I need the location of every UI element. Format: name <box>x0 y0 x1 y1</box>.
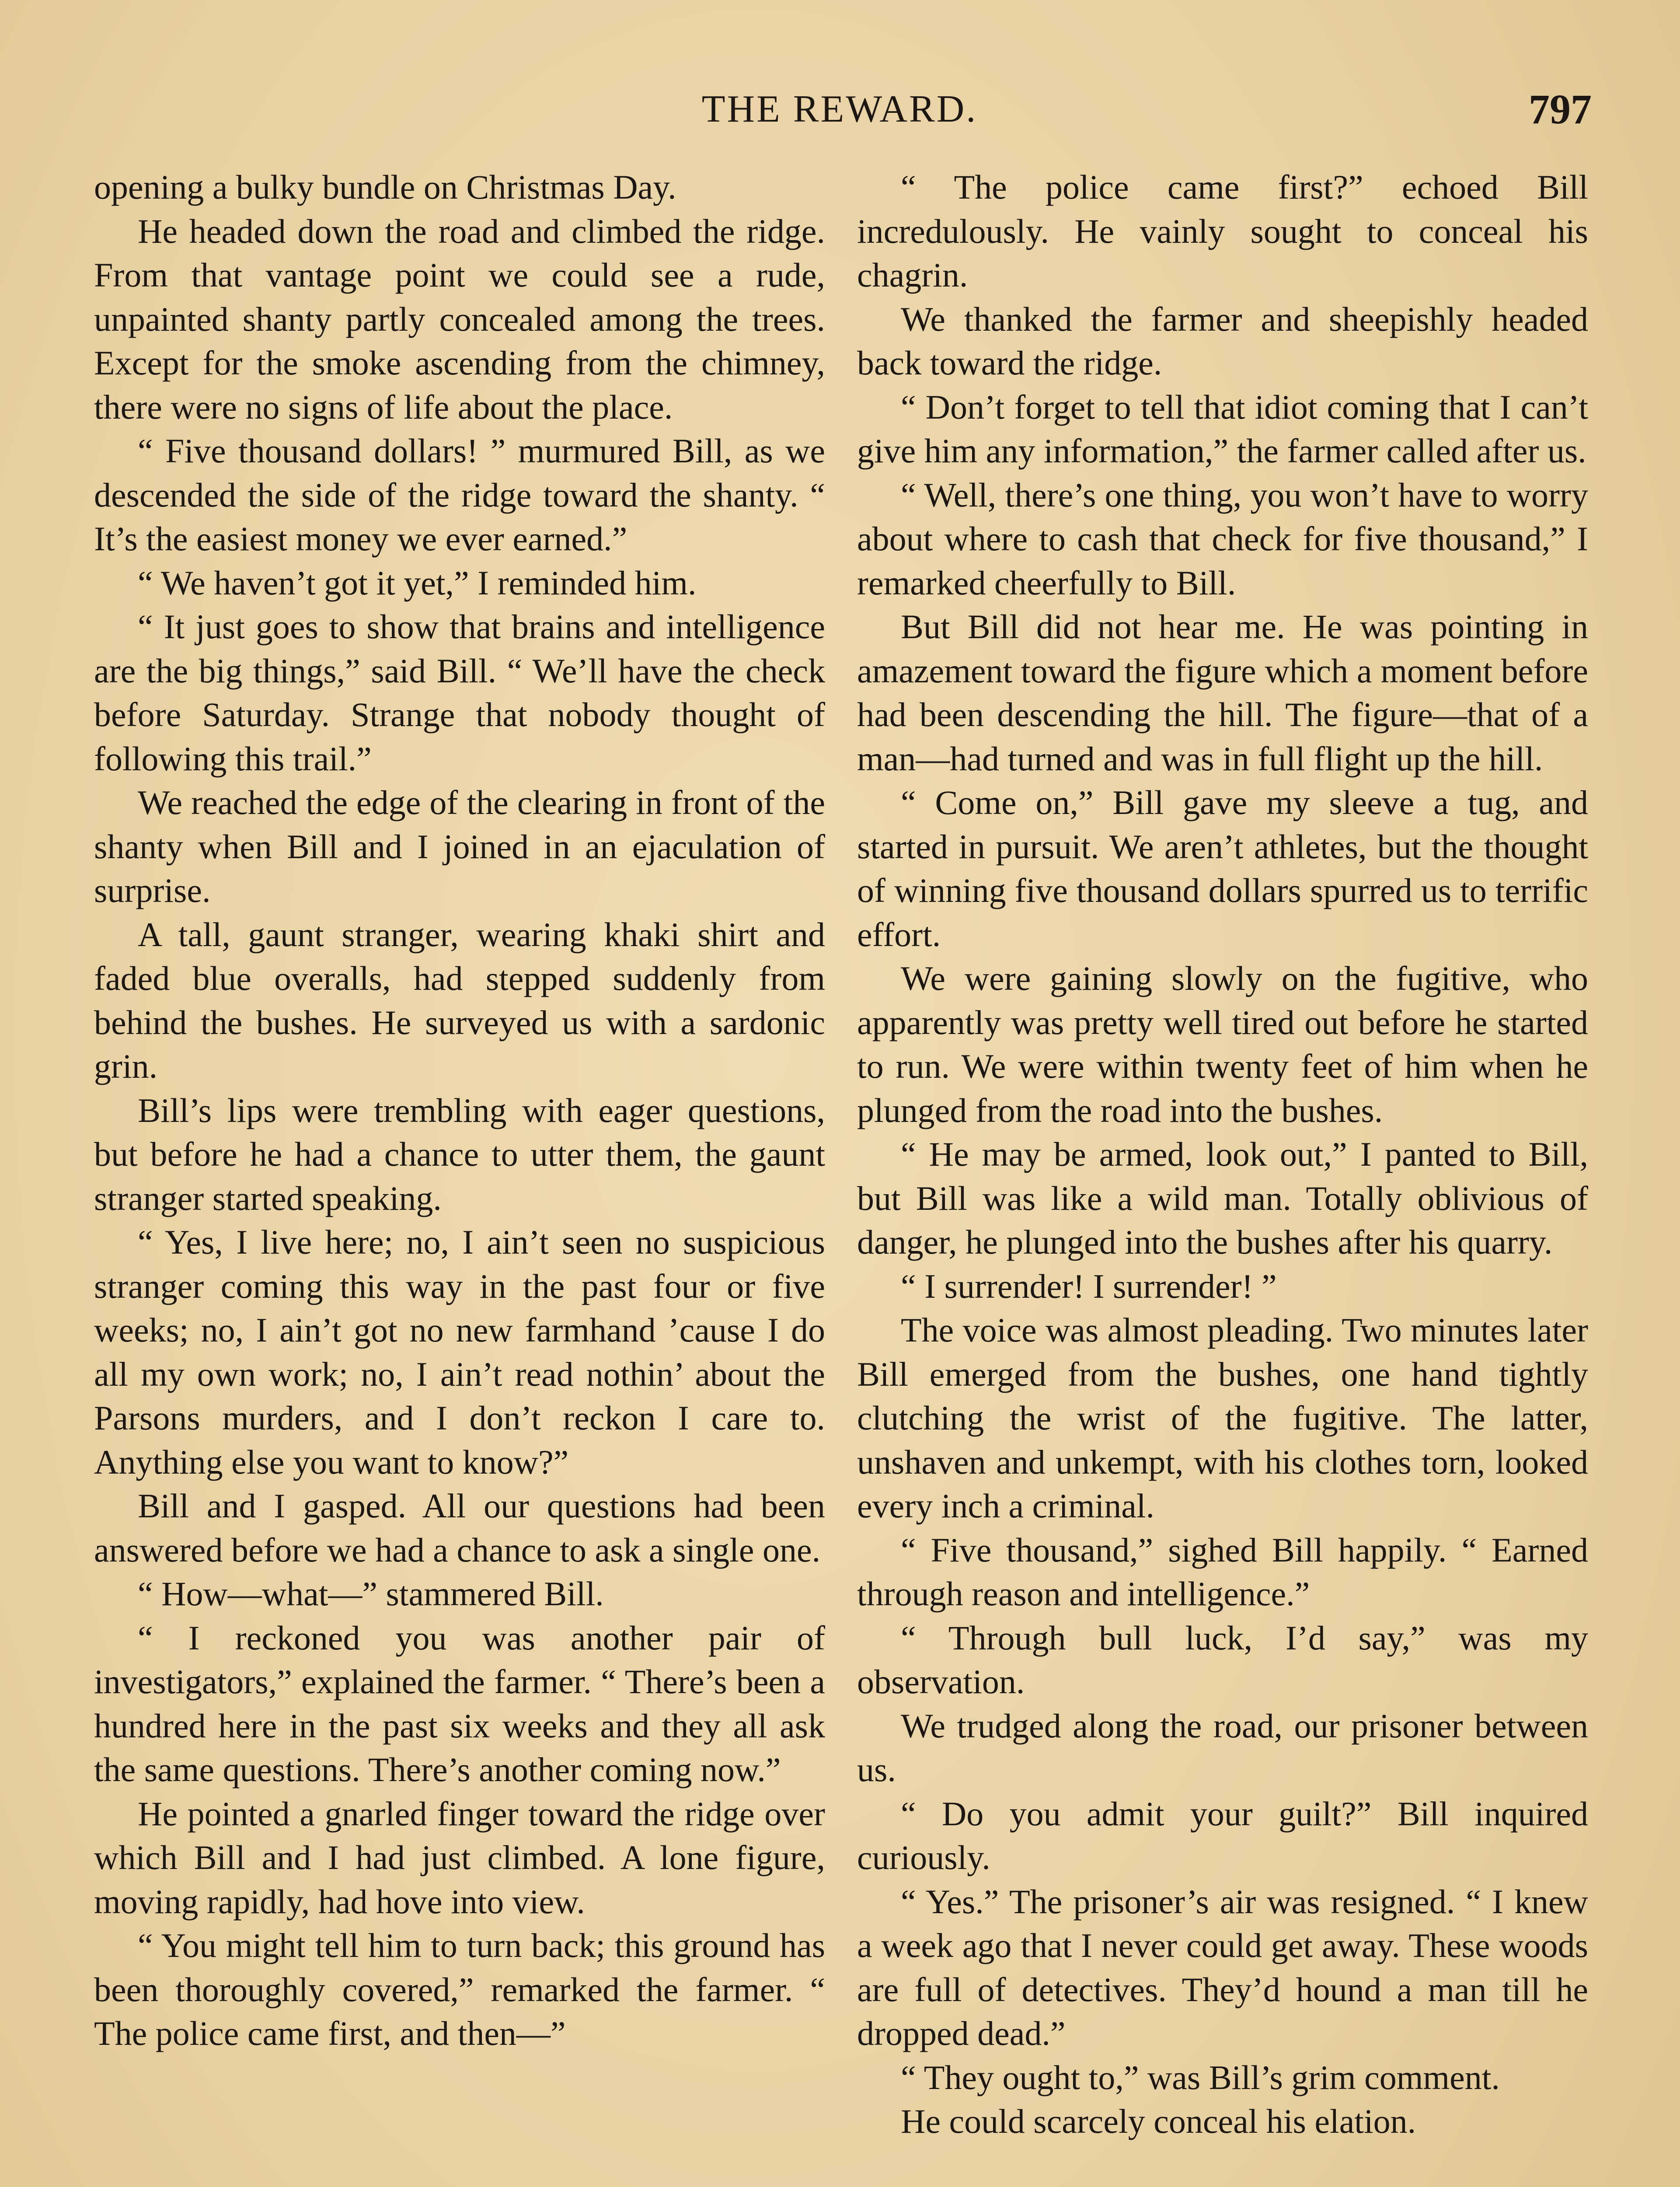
left-column <box>94 165 825 2187</box>
paragraph: “ I surrender! I surrender! ” <box>901 1267 1277 1305</box>
paragraph: We thanked the farmer and sheepishly headed back toward the ridge. <box>857 300 1588 382</box>
running-title: THE REWARD. <box>701 88 978 130</box>
paragraph: “ Through bull luck, I’d say,” was my observation. <box>857 1618 1588 1701</box>
paragraph: The voice was almost pleading. Two minutes later Bill emerged from the bushes, one hand tightly clutching the wrist of the fugitive. The latter, unshaven and unkempt, with his clothes torn, looked every inch a criminal. <box>857 1311 1588 1525</box>
paragraph: He could scarcely conceal his elation. <box>901 2102 1416 2140</box>
paragraph: A tall, gaunt stranger, wearing khaki shirt and faded blue overalls, had stepped suddenly from behind the bushes. He surveyed us with a sardonic grin. <box>94 915 825 1085</box>
paragraph: He headed down the road and climbed the ridge. From that vantage point we could see a rude, unpainted shanty partly concealed among the trees. Except for the smoke ascending from the chimney, there were no signs of life about the place. <box>94 212 825 426</box>
paragraph: “ Do you admit your guilt?” Bill inquired curiously. <box>857 1794 1588 1876</box>
paragraph: We reached the edge of the clearing in front of the shanty when Bill and I joined in an ejaculation of surprise. <box>94 783 825 909</box>
running-head <box>87 83 1592 136</box>
paragraph: “ Five thousand,” sighed Bill happily. “ Earned through reason and intelligence.” <box>857 1530 1588 1613</box>
page-number: 797 <box>1529 86 1592 133</box>
paragraph: “ Yes.” The prisoner’s air was resigned. “ I knew a week ago that I never could get away. These woods are full of detectives. They’d hound a man till he dropped dead.” <box>857 1882 1588 2052</box>
paragraph: “ They ought to,” was Bill’s grim comment. <box>901 2058 1500 2096</box>
paragraph: “ How—what—” stammered Bill. <box>138 1575 604 1613</box>
paragraph: “ It just goes to show that brains and intelligence are the big things,” said Bill. “ We’ll have the check before Saturday. Strange that nobody thought of following this trail.” <box>94 608 825 778</box>
paragraph: opening a bulky bundle on Christmas Day. <box>94 168 676 206</box>
paragraph: Bill and I gasped. All our questions had been answered before we had a chance to ask a single one. <box>94 1487 825 1569</box>
paragraph: He pointed a gnarled finger toward the ridge over which Bill and I had just climbed. A lone figure, moving rapidly, had hove into view. <box>94 1794 825 1921</box>
paragraph: “ Don’t forget to tell that idiot coming that I can’t give him any information,” the farmer called after us. <box>857 388 1588 470</box>
paragraph: “ You might tell him to turn back; this ground has been thoroughly covered,” remarked the farmer. “ The police came first, and then—” <box>94 1926 825 2052</box>
paragraph: We were gaining slowly on the fugitive, who apparently was pretty well tired out before he started to run. We were within twenty feet of him when he plunged from the road into the bushes. <box>857 959 1588 1129</box>
paragraph: But Bill did not hear me. He was pointing in amazement toward the figure which a moment before had been descending the hill. The figure—that of a man—had turned and was in full flight up the hill. <box>857 608 1588 778</box>
paragraph: “ Five thousand dollars! ” murmured Bill, as we descended the side of the ridge toward the shanty. “ It’s the easiest money we ever earned.” <box>94 432 825 558</box>
paragraph: “ The police came first?” echoed Bill incredulously. He vainly sought to conceal his chagrin. <box>857 168 1588 294</box>
paragraph: We trudged along the road, our prisoner between us. <box>857 1706 1588 1789</box>
paragraph: “ We haven’t got it yet,” I reminded him. <box>138 563 697 602</box>
paragraph: Bill’s lips were trembling with eager questions, but before he had a chance to utter them, the gaunt stranger started speaking. <box>94 1091 825 1217</box>
paragraph: “ I reckoned you was another pair of investigators,” explained the farmer. “ There’s been a hundred here in the past six weeks and they all ask the same questions. There’s another coming now.” <box>94 1618 825 1789</box>
right-column <box>857 165 1588 2187</box>
paragraph: “ Come on,” Bill gave my sleeve a tug, and started in pursuit. We aren’t athletes, but the thought of winning five thousand dollars spurred us to terrific effort. <box>857 783 1588 954</box>
paragraph: “ Well, there’s one thing, you won’t have to worry about where to cash that check for five thousand,” I remarked cheerfully to Bill. <box>857 475 1588 602</box>
paragraph: “ Yes, I live here; no, I ain’t seen no suspicious stranger coming this way in the past four or five weeks; no, I ain’t got no new farmhand ’cause I do all my own work; no, I ain’t read nothin’ about the Parsons murders, and I don’t reckon I care to. Anything else you want to know?” <box>94 1223 825 1481</box>
paragraph: “ He may be armed, look out,” I panted to Bill, but Bill was like a wild man. Totally oblivious of danger, he plunged into the bushes after his quarry. <box>857 1135 1588 1261</box>
